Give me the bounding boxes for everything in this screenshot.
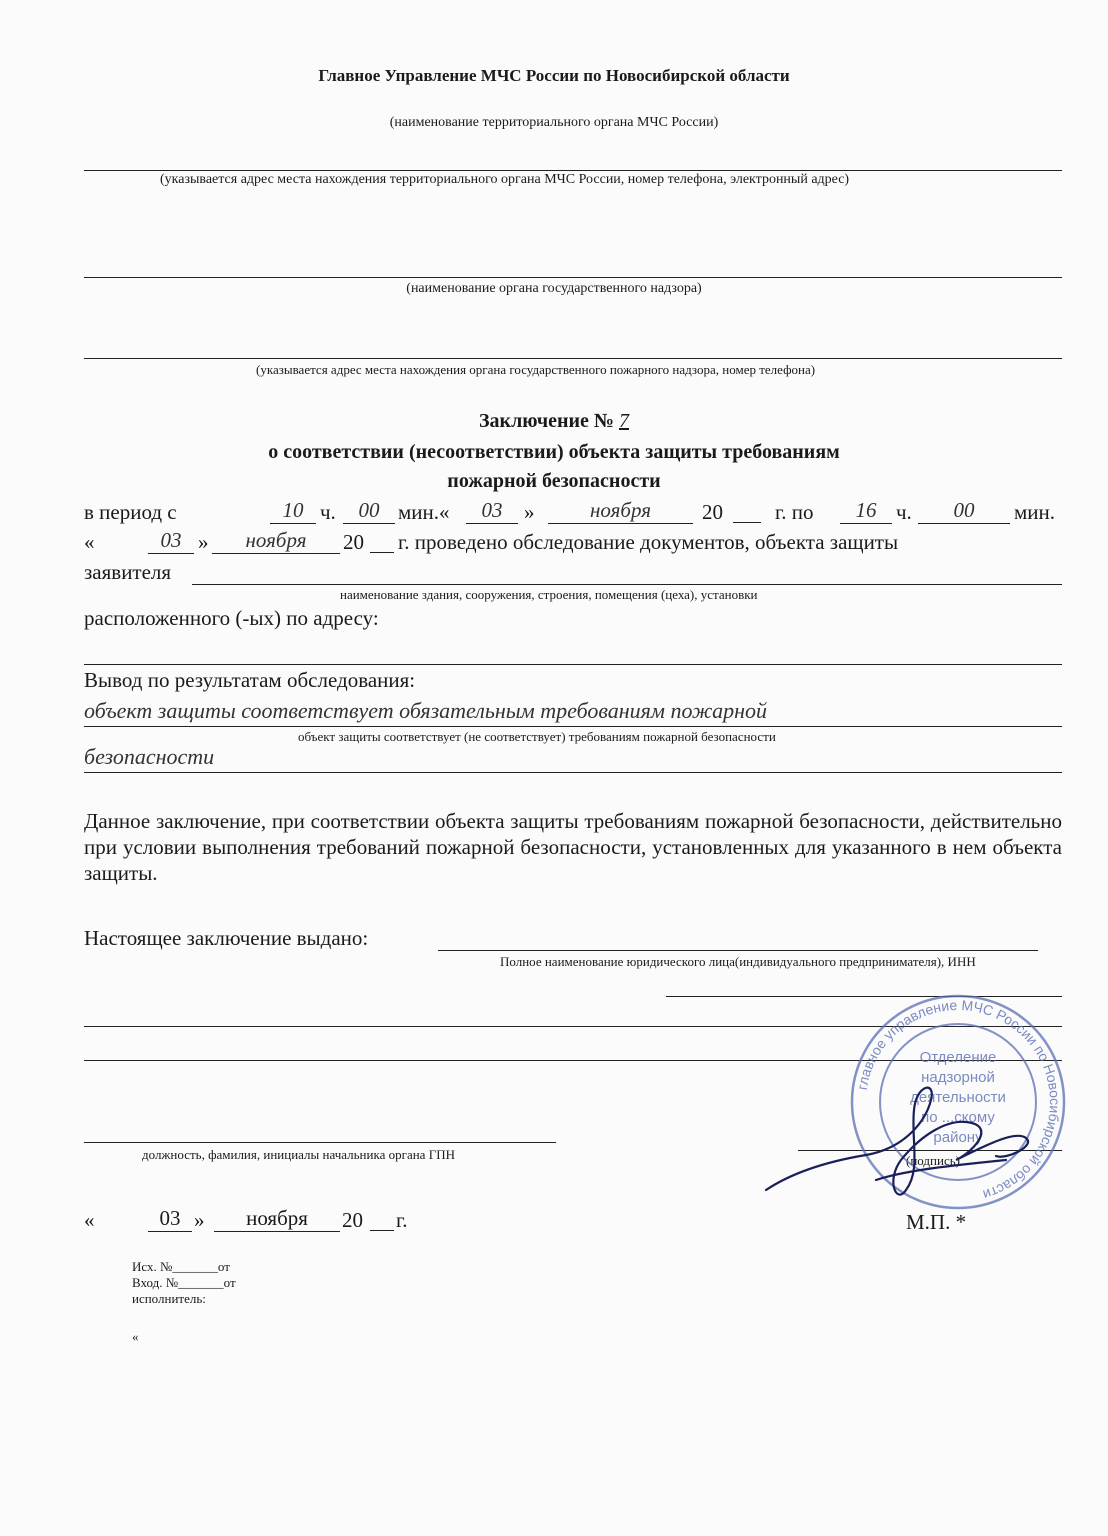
period-prefix: в период с (84, 500, 177, 524)
stamp-inner-3: деятельности (910, 1089, 1006, 1106)
handwritten-signature (756, 1060, 1056, 1210)
sign-caption: (подпись) (906, 1153, 960, 1168)
to-minutes-label: мин. (1014, 500, 1056, 524)
organization-caption: (наименование территориального органа МЧС России) (389, 115, 719, 130)
close-quote: » (524, 500, 535, 524)
object-caption: наименование здания, сооружения, строения, помещения (цеха), установки (340, 587, 758, 602)
from-hours: 10 (270, 498, 316, 524)
from-day: 03 (466, 498, 518, 524)
close-quote-2: » (198, 530, 209, 554)
address-line (84, 170, 1062, 171)
hours-label: ч. (320, 500, 336, 524)
title-number: 7 (619, 410, 629, 432)
year-suffix: г. по (775, 500, 814, 524)
conclusion-line-2: безопасности (84, 744, 215, 769)
conclusion-line-2-rule (84, 772, 1062, 773)
supervision-address-line (84, 358, 1062, 359)
to-hours-label: ч. (896, 500, 912, 524)
supervision-caption: (наименование органа государственного надзора) (406, 281, 702, 296)
organization-name: Главное Управление МЧС России по Новосибирской области (318, 66, 790, 85)
address-caption: (указывается адрес места нахождения территориального органа МЧС России, номер телефона, электронный адрес) (160, 172, 850, 187)
seal-label: М.П. * (906, 1210, 967, 1234)
outgoing-number: Исх. №_______от (132, 1259, 230, 1274)
address-label: расположенного (-ых) по адресу: (84, 606, 379, 630)
date-year-blank (370, 1230, 394, 1231)
position-caption: должность, фамилия, инициалы начальника органа ГПН (142, 1147, 455, 1162)
validity-paragraph: Данное заключение, при соответствии объекта защиты требованиям пожарной безопасности, действительно при условии выполнения требований пожарной безопасности, установленных для указанного в нем объекта защиты. (84, 809, 1062, 885)
supervision-line (84, 277, 1062, 278)
stamp-outer-text: главное управление МЧС России по Новосибирской области (853, 996, 1064, 1204)
minutes-label: мин.« (398, 500, 450, 524)
from-minutes: 00 (343, 498, 395, 524)
stamp-inner-1: Отделение (919, 1049, 997, 1066)
date-open-quote: « (84, 1208, 95, 1232)
date-year-prefix: 20 (342, 1208, 363, 1232)
year2-prefix: 20 (343, 530, 364, 554)
position-line (84, 1142, 556, 1143)
incoming-number: Вход. №_______от (132, 1275, 236, 1290)
to-minutes: 00 (918, 498, 1010, 524)
issued-label: Настоящее заключение выдано: (84, 926, 369, 950)
conclusion-label: Вывод по результатам обследования: (84, 668, 416, 692)
conclusion-subtitle-2: пожарной безопасности (447, 470, 661, 492)
period-tail: г. проведено обследование документов, объекта защиты (398, 530, 899, 554)
executor-label: исполнитель: (132, 1291, 206, 1306)
to-month: ноября (212, 528, 340, 554)
conclusion-line-1-rule (84, 726, 1062, 727)
stamp-inner-4: по ...скому (921, 1109, 995, 1126)
date-month: ноября (214, 1206, 340, 1232)
to-hours: 16 (840, 498, 892, 524)
conclusion-subtitle-1: о соответствии (несоответствии) объекта защиты требованиям (268, 441, 840, 463)
date-day: 03 (148, 1206, 192, 1232)
to-day: 03 (148, 528, 194, 554)
footer-quote: « (132, 1329, 139, 1344)
applicant-label: заявителя (84, 560, 172, 584)
year-blank (733, 522, 761, 523)
date-year-suffix: г. (396, 1208, 408, 1232)
conclusion-title (0, 410, 1108, 433)
stamp-inner-2: надзорной (921, 1069, 995, 1086)
issued-line (438, 950, 1038, 951)
open-quote-2: « (84, 530, 95, 554)
from-month: ноября (548, 498, 693, 524)
issued-caption: Полное наименование юридического лица(индивидуального предпринимателя), ИНН (500, 954, 976, 969)
object-address-line (84, 664, 1062, 665)
conclusion-caption: объект защиты соответствует (не соответствует) требованиям пожарной безопасности (298, 729, 776, 744)
title-label: Заключение № (479, 410, 614, 432)
date-close-quote: » (194, 1208, 205, 1232)
year2-blank (370, 552, 394, 553)
conclusion-line-1: объект защиты соответствует обязательным требованиям пожарной (84, 698, 767, 723)
year-prefix: 20 (702, 500, 723, 524)
applicant-line (192, 584, 1062, 585)
supervision-address-caption: (указывается адрес места нахождения органа государственного пожарного надзора, номер телефона) (256, 362, 816, 377)
stamp-inner-5: району (933, 1129, 983, 1146)
